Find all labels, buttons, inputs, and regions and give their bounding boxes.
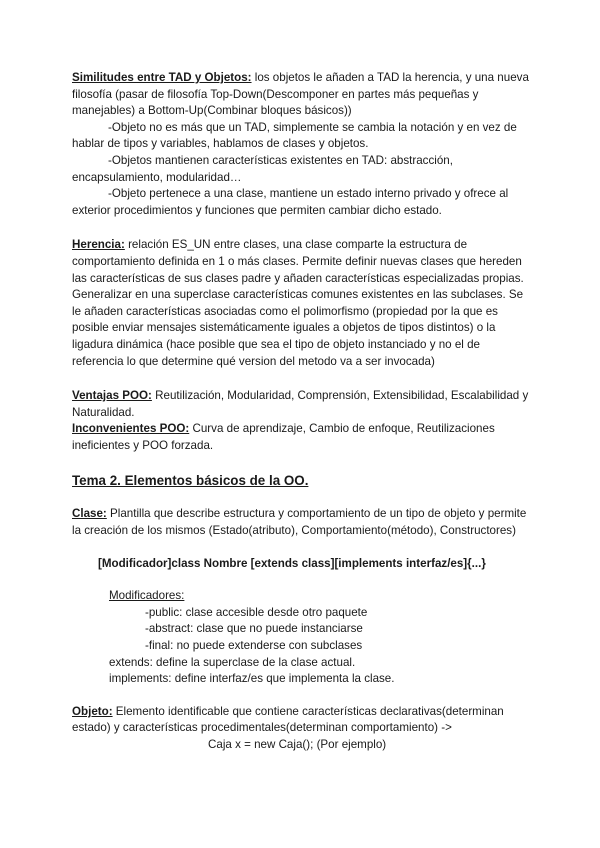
document-page (72, 70, 532, 754)
modificadores-title: Modificadores: (109, 589, 185, 603)
similitudes-paragraph (72, 70, 532, 120)
ventajas-text: Reutilización, Modularidad, Comprensión, Extensibilidad, Escalabilidad y Naturalidad. (72, 389, 529, 419)
similitudes-term: Similitudes entre TAD y Objetos: (72, 71, 252, 84)
herencia-paragraph (72, 237, 532, 370)
similitudes-point: -Objetos mantienen características existentes en TAD: abstracción, encapsulamiento, modularidad… (72, 153, 453, 184)
objeto-term: Objeto: (72, 704, 113, 718)
modificador-item: -final: no puede extenderse con subclases (145, 639, 363, 653)
inconvenientes-text: Curva de aprendizaje, Cambio de enfoque, Reutilizaciones ineficientes y POO forzada. (72, 422, 495, 452)
modificador-item: -public: clase accesible desde otro paquete (145, 605, 368, 619)
ventajas-term: Ventajas POO: (72, 389, 152, 403)
implements-line: implements: define interfaz/es que implementa la clase. (109, 672, 395, 686)
clase-text: Plantilla que describe estructura y comportamiento de un tipo de objeto y permite la creación de los mismos (Estado(atributo), Comportamiento(método), Constructores) (72, 507, 527, 538)
herencia-term: Herencia: (72, 238, 125, 252)
objeto-example: Caja x = new Caja(); (Por ejemplo) (208, 738, 387, 751)
similitudes-text: los objetos le añaden a TAD la herencia, y una nueva filosofía (pasar de filosofía Top-Down(Descomponer en partes más pequeñas y manejables) a Bottom-Up(Combinar bloques básicos)) (72, 71, 529, 118)
extends-line: extends: define la superclase de la clase actual. (109, 655, 356, 669)
clase-paragraph (72, 506, 532, 539)
ventajas-paragraph (72, 388, 532, 421)
herencia-text: relación ES_UN entre clases, una clase comparte la estructura de comportamiento definida en 1 o más clases. Permite definir nuevas clases que hereden las características de sus clases padre y añaden características especializadas propias. Generalizar en una superclase características comunes existentes en las subclases. Se le añaden características asociadas como el polimorfismo (propiedad por la que es posible enviar mensajes sistemáticamente iguales a objetos de tipos distintos) o la ligadura dinámica (hace posible que sea el tipo de objeto instanciado y no el de referencia lo que determine qué version del metodo va a ser invocada) (72, 238, 524, 368)
inconvenientes-paragraph (72, 421, 532, 454)
objeto-text: Elemento identificable que contiene características declarativas(determinan estado) y características procedimentales(determinan comportamiento) -> (72, 704, 504, 735)
inconvenientes-term: Inconvenientes POO: (72, 422, 190, 436)
tema-heading: Tema 2. Elementos básicos de la OO. (72, 473, 309, 489)
objeto-paragraph (72, 704, 532, 737)
modificador-item: -abstract: clase que no puede instanciarse (145, 622, 363, 636)
clase-term: Clase: (72, 507, 107, 521)
similitudes-point: -Objeto pertenece a una clase, mantiene un estado interno privado y ofrece al exterior procedimientos y funciones que permiten cambiar dicho estado. (72, 187, 509, 217)
similitudes-point: -Objeto no es más que un TAD, simplemente se cambia la notación y en vez de hablar de tipos y variables, hablamos de clases y objetos. (72, 120, 517, 151)
class-syntax: [Modificador]class Nombre [extends class][implements interfaz/es]{...} (98, 556, 486, 570)
